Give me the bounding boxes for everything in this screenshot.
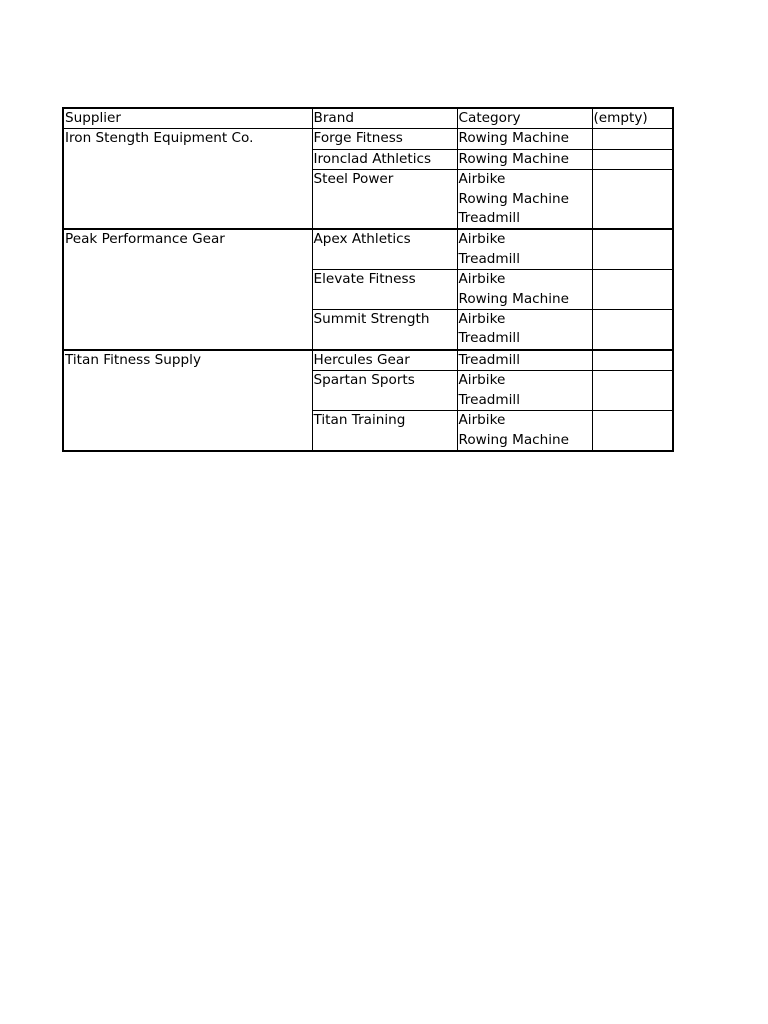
empty-cell[interactable]: [592, 149, 673, 169]
empty-cell[interactable]: [592, 350, 673, 371]
empty-cell[interactable]: [592, 310, 673, 350]
empty-cell[interactable]: [592, 170, 673, 230]
empty-cell[interactable]: [592, 270, 673, 310]
category-value: Treadmill: [458, 330, 520, 347]
table-body: [63, 129, 673, 451]
category-value: Rowing Machine: [458, 431, 570, 448]
table-row: [63, 229, 673, 269]
supplier-cell[interactable]: Iron Stength Equipment Co.: [63, 129, 312, 230]
brand-cell[interactable]: Steel Power: [312, 170, 457, 230]
category-cell[interactable]: [457, 350, 592, 371]
empty-cell[interactable]: [592, 371, 673, 411]
category-value: Airbike: [458, 271, 506, 288]
header-brand[interactable]: Brand: [312, 108, 457, 129]
header-category[interactable]: Category: [457, 108, 592, 129]
pivot-table-sheet: [62, 107, 672, 452]
brand-cell[interactable]: Hercules Gear: [312, 350, 457, 371]
category-value: Treadmill: [458, 210, 520, 227]
brand-cell[interactable]: Spartan Sports: [312, 371, 457, 411]
category-value: Rowing Machine: [458, 130, 570, 147]
table-header: [63, 108, 673, 129]
brand-cell[interactable]: Ironclad Athletics: [312, 149, 457, 169]
category-cell[interactable]: [457, 149, 592, 169]
category-value: Treadmill: [458, 391, 520, 408]
header-row: [63, 108, 673, 129]
category-cell[interactable]: [457, 170, 592, 230]
category-cell[interactable]: [457, 270, 592, 310]
category-cell[interactable]: [457, 411, 592, 451]
category-value: Rowing Machine: [458, 150, 570, 167]
category-value: Airbike: [458, 412, 506, 429]
brand-cell[interactable]: Apex Athletics: [312, 229, 457, 269]
header-empty[interactable]: (empty): [592, 108, 673, 129]
category-value: Airbike: [458, 311, 506, 328]
category-value: Rowing Machine: [458, 190, 570, 207]
supplier-cell[interactable]: Peak Performance Gear: [63, 229, 312, 349]
pivot-table: [62, 107, 674, 452]
empty-cell[interactable]: [592, 411, 673, 451]
category-value: Airbike: [458, 231, 506, 248]
category-value: Treadmill: [458, 351, 520, 368]
category-value: Treadmill: [458, 250, 520, 267]
category-value: Airbike: [458, 171, 506, 188]
brand-cell[interactable]: Titan Training: [312, 411, 457, 451]
supplier-cell[interactable]: Titan Fitness Supply: [63, 350, 312, 451]
table-row: [63, 350, 673, 371]
header-supplier[interactable]: Supplier: [63, 108, 312, 129]
empty-cell[interactable]: [592, 229, 673, 269]
category-cell[interactable]: [457, 129, 592, 149]
brand-cell[interactable]: Elevate Fitness: [312, 270, 457, 310]
empty-cell[interactable]: [592, 129, 673, 149]
table-row: [63, 129, 673, 149]
category-cell[interactable]: [457, 310, 592, 350]
category-value: Airbike: [458, 372, 506, 389]
brand-cell[interactable]: Summit Strength: [312, 310, 457, 350]
category-cell[interactable]: [457, 229, 592, 269]
category-value: Rowing Machine: [458, 290, 570, 307]
category-cell[interactable]: [457, 371, 592, 411]
brand-cell[interactable]: Forge Fitness: [312, 129, 457, 149]
